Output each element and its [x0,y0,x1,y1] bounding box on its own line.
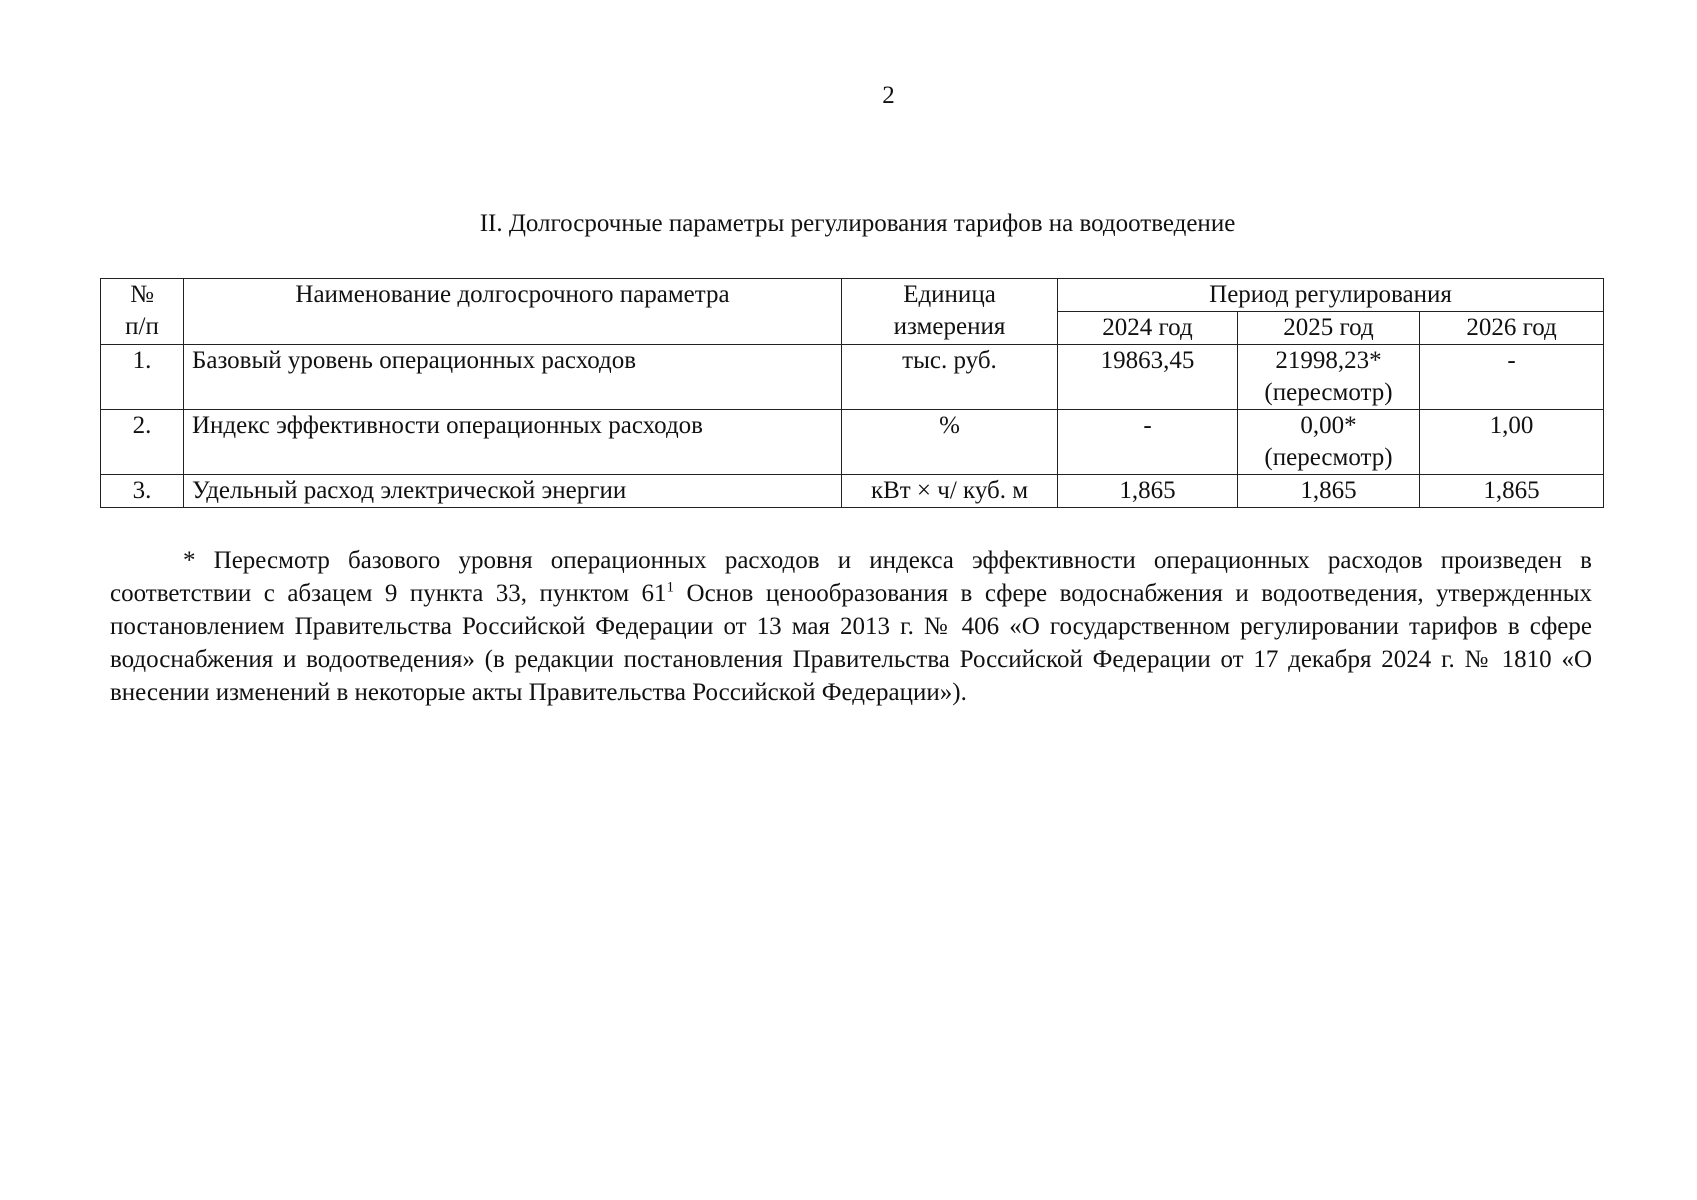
row-unit: тыс. руб. [842,345,1058,410]
row-value-2025-note: (пересмотр) [1264,379,1393,406]
footnote-superscript: 1 [666,579,675,596]
row-num: 2. [101,410,184,475]
header-unit-line2: измерения [893,313,1006,340]
header-num-line2: п/п [125,313,159,340]
row-value-2024: - [1058,410,1238,475]
row-value-2026: 1,00 [1420,410,1604,475]
row-value-2025 [1238,410,1420,475]
row-value-2024: 19863,45 [1058,345,1238,410]
row-num: 1. [101,345,184,410]
row-name: Удельный расход электрической энергии [184,475,842,508]
header-unit-line1: Единица [903,281,996,308]
row-value-2025-main: 0,00* [1300,412,1357,439]
row-value-2025-note: (пересмотр) [1264,444,1393,471]
header-year-2024: 2024 год [1058,312,1238,345]
footnote-text-part2: Основ ценообразования в сфере водоснабжения и водоотведения, утвержденных постановлением Правительства Российской Федерации от 13 мая 2013 г. № 406 «О государственном регулировании тарифов в сфере водоснабжения и водоотведения» (в редакции постановления Правительства Российской Федерации от 17 декабря 2024 г. № 1810 «О внесении изменений в некоторые акты Правительства Российской Федерации»). [110,580,1592,706]
header-num-line1: № [130,281,154,308]
section-title: II. Долгосрочные параметры регулирования тарифов на водоотведение [479,210,1236,237]
row-value-2025 [1238,345,1420,410]
header-name: Наименование долгосрочного параметра [184,279,842,345]
page-number: 2 [882,82,895,109]
footnote [110,544,1592,709]
header-year-2026: 2026 год [1420,312,1604,345]
parameters-table [100,278,1604,508]
header-year-2025: 2025 год [1238,312,1420,345]
row-unit: % [842,410,1058,475]
row-name: Индекс эффективности операционных расходов [184,410,842,475]
table-row [101,410,1604,475]
table-row [101,345,1604,410]
row-unit: кВт × ч/ куб. м [842,475,1058,508]
row-value-2026: 1,865 [1420,475,1604,508]
row-value-2025-main: 21998,23* [1275,347,1382,374]
table-row [101,475,1604,508]
row-value-2025: 1,865 [1238,475,1420,508]
row-name: Базовый уровень операционных расходов [184,345,842,410]
table-header-row [101,279,1604,312]
row-value-2024: 1,865 [1058,475,1238,508]
footnote-text-part1: * Пересмотр базового уровня операционных расходов и индекса эффективности операционных расходов произведен в соответствии с абзацем 9 пункта 33, пунктом 61 [110,547,1592,607]
row-num: 3. [101,475,184,508]
header-num [101,279,184,345]
header-unit [842,279,1058,345]
header-period: Период регулирования [1058,279,1604,312]
row-value-2026: - [1420,345,1604,410]
